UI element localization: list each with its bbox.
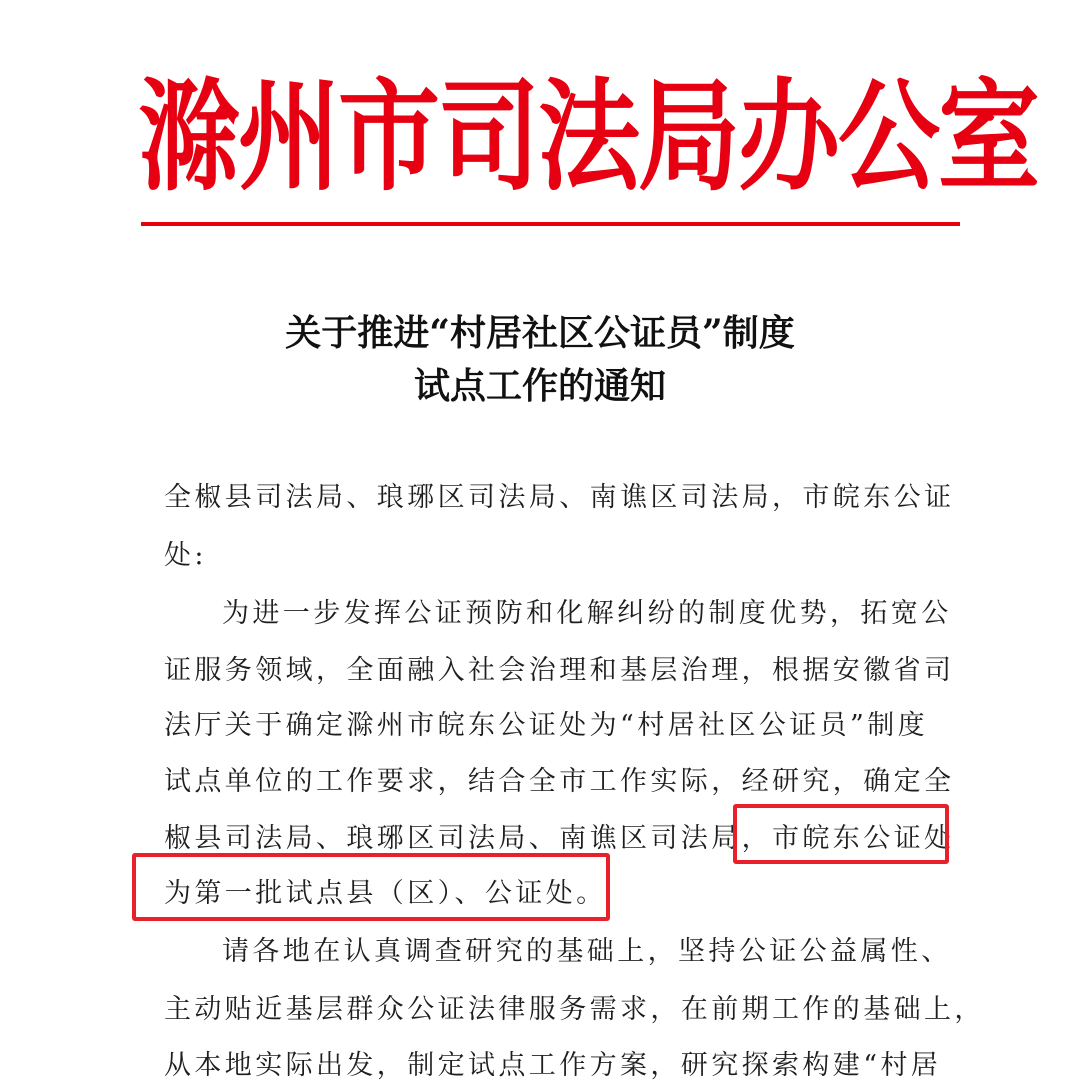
masthead-red-rule	[141, 222, 960, 226]
body-line-4: 证服务领域，全面融入社会治理和基层治理，根据安徽省司	[164, 655, 955, 686]
body-line-9: 请各地在认真调查研究的基础上，坚持公证公益属性、	[222, 936, 952, 967]
body-line-11: 从本地实际出发，制定试点工作方案，研究探索构建“村居	[164, 1050, 942, 1080]
notice-title-line-2: 试点工作的通知	[413, 365, 666, 407]
body-line-7: 椒县司法局、琅琊区司法局、南谯区司法局，市皖东公证处	[164, 823, 955, 854]
body-line-10: 主动贴近基层群众公证法律服务需求，在前期工作的基础上，	[164, 994, 985, 1025]
body-line-1: 全椒县司法局、琅琊区司法局、南谯区司法局，市皖东公证	[164, 482, 955, 513]
notice-title-line-1: 关于推进“村居社区公证员”制度	[285, 312, 795, 354]
highlight-box-1	[733, 804, 949, 864]
highlight-box-2	[132, 853, 610, 921]
body-line-8: 为第一批试点县（区）、公证处。	[164, 878, 607, 909]
body-line-5: 法厅关于确定滁州市皖东公证处为“村居社区公证员”制度	[164, 710, 929, 741]
body-line-3: 为进一步发挥公证预防和化解纠纷的制度优势，拓宽公	[222, 598, 952, 629]
masthead-title: 滁州市司法局办公室	[138, 66, 1038, 208]
body-line-6: 试点单位的工作要求，结合全市工作实际，经研究，确定全	[164, 766, 955, 797]
body-line-2: 处:	[164, 540, 207, 571]
